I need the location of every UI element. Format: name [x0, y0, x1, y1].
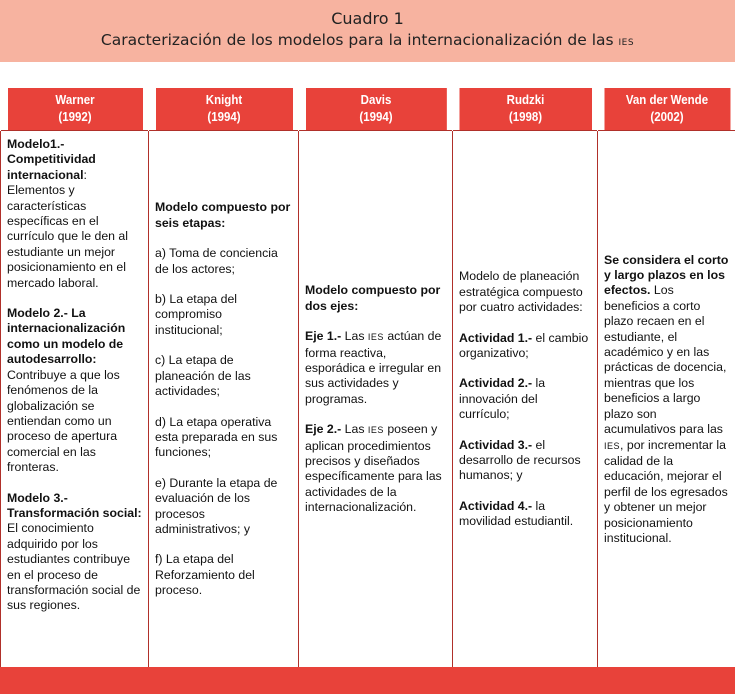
bold-text: Eje 2.-	[305, 422, 342, 437]
author-name: Van der Wende	[625, 93, 708, 107]
cell-paragraph	[155, 246, 292, 277]
table-cell	[299, 131, 453, 669]
bold-text: Modelo compuesto por dos ejes:	[305, 283, 441, 313]
text: IES	[367, 425, 384, 436]
cell-paragraph	[155, 292, 292, 338]
text: c) La etapa de planeación de las actividades;	[155, 353, 251, 399]
table-cell	[149, 131, 299, 669]
cell-paragraph	[155, 476, 292, 538]
author-name: Warner	[54, 93, 95, 107]
caption-title	[0, 31, 735, 49]
table-row	[1, 131, 735, 669]
bold-text: Actividad 2.-	[459, 376, 533, 391]
bold-text: Actividad 3.-	[459, 437, 533, 452]
text: la innovación del currículo;	[459, 376, 546, 422]
bold-text: Modelo 3.- Transformación social:	[7, 490, 142, 520]
cell-paragraph	[459, 438, 591, 484]
author-year: (1992)	[57, 110, 92, 124]
table-cell	[1, 131, 149, 669]
bold-text: Se considera el corto y largo plazos en los efectos.	[604, 252, 729, 298]
bold-text: Eje 1.-	[305, 329, 342, 344]
text: el cambio organizativo;	[459, 330, 589, 360]
column-header	[603, 88, 730, 131]
text: , por incrementar la calidad de la educación, mejorar el perfil de los egresados y obtener un mejor posicionamiento institucional.	[604, 437, 728, 545]
cell-paragraph	[155, 353, 292, 399]
bold-text: Modelo1.- Competitividad internacional	[7, 137, 96, 182]
column-header	[155, 88, 293, 131]
cell-paragraph	[459, 499, 591, 530]
cell-paragraph	[155, 415, 292, 461]
text: actúan de forma reactiva, esporádica e irregular en sus actividades y programas.	[305, 329, 442, 406]
bold-text: Modelo compuesto por seis etapas:	[155, 200, 291, 230]
caption-title-acronym: IES	[618, 38, 635, 48]
cell-paragraph	[7, 137, 142, 291]
author-year: (1994)	[358, 110, 393, 124]
author-name: Davis	[360, 93, 391, 107]
text: Los beneficios a corto plazo recaen en el estudiante, el académico y en las prácticas de docencia, mientras que los beneficios a largo plazo son acumulativos para las	[604, 283, 727, 437]
table-cell	[598, 131, 735, 669]
cell-paragraph	[305, 283, 446, 314]
text: e) Durante la etapa de evaluación de los procesos administrativos; y	[155, 475, 278, 536]
table-caption	[0, 0, 735, 62]
cell-paragraph	[155, 200, 292, 231]
text: b) La etapa del compromiso institucional;	[155, 292, 238, 337]
text: a) Toma de conciencia de los actores;	[155, 246, 278, 276]
text: IES	[367, 332, 384, 343]
author-year: (1998)	[508, 110, 542, 124]
column-header	[458, 88, 591, 131]
caption-number: Cuadro 1	[331, 9, 404, 28]
author-name: Knight	[205, 93, 242, 107]
author-name: Rudzki	[506, 93, 544, 107]
cell-paragraph	[305, 329, 446, 407]
text: : Elementos y características específicas en el currículo que le den al estudiante un mejor posicionamiento en el mercado laboral.	[7, 167, 128, 290]
author-year: (2002)	[649, 110, 684, 124]
table-cell	[453, 131, 598, 669]
bold-text: Actividad 1.-	[459, 330, 533, 345]
table-footer-bar	[0, 667, 735, 694]
cell-paragraph	[604, 253, 729, 547]
text: d) La etapa operativa esta preparada en sus funciones;	[155, 414, 278, 460]
cell-paragraph	[7, 491, 142, 614]
text: Modelo de planeación estratégica compuesto por cuatro actividades:	[459, 269, 583, 315]
column-header	[305, 88, 447, 131]
text: la movilidad estudiantil.	[459, 498, 574, 529]
column-header	[6, 88, 142, 131]
text: Las	[341, 329, 368, 344]
cell-paragraph	[305, 422, 446, 515]
cell-paragraph	[459, 269, 591, 315]
text: Contribuye a que los fenómenos de la globalización se entiendan como un proceso de apertura comercial en las fronteras.	[7, 367, 120, 475]
text: poseen y aplican procedimientos precisos y diseñados específicamente para las actividades de la internacionalización.	[305, 422, 442, 515]
text: f) La etapa del Reforzamiento del proceso.	[155, 552, 255, 598]
bold-text: Actividad 4.-	[459, 498, 533, 513]
bold-text: Modelo 2.- La internacionalización como un modelo de autodesarrollo:	[7, 306, 126, 367]
cell-paragraph	[155, 552, 292, 598]
text: El conocimiento adquirido por los estudiantes contribuye en el proceso de transformación social de sus regiones.	[7, 521, 141, 613]
caption-title-text: Caracterización de los modelos para la internacionalización de las	[100, 31, 619, 49]
header-row	[1, 88, 735, 131]
models-table	[0, 88, 735, 669]
author-year: (1994)	[206, 110, 241, 124]
cell-paragraph	[7, 306, 142, 475]
text: Las	[341, 422, 368, 437]
cell-paragraph	[459, 376, 591, 422]
cell-paragraph	[459, 331, 591, 362]
text: el desarrollo de recursos humanos; y	[459, 437, 581, 483]
text: IES	[604, 440, 621, 451]
